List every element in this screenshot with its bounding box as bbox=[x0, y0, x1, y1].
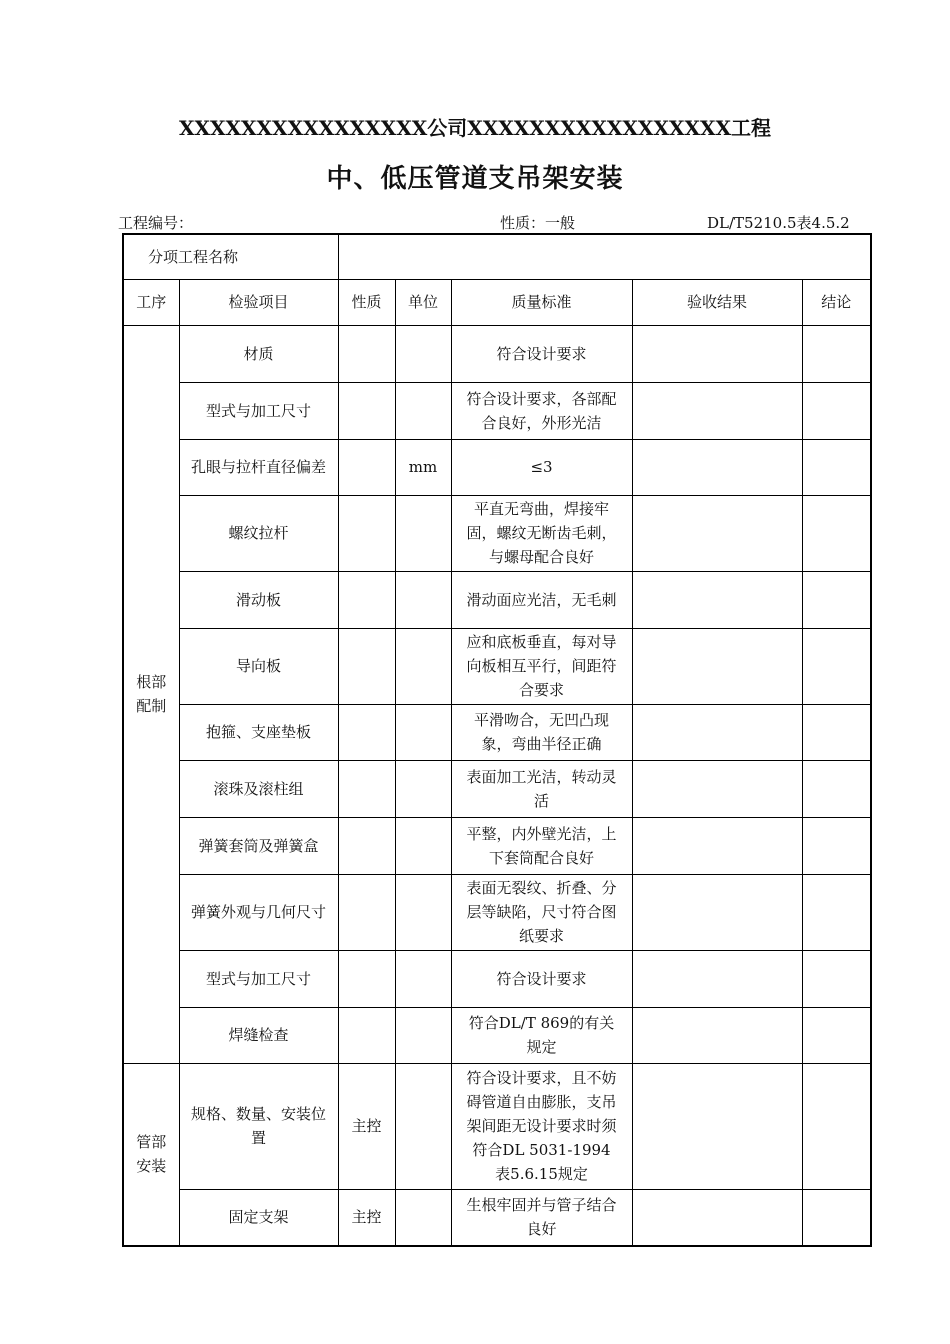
table-row bbox=[123, 382, 871, 439]
standard-cell: 应和底板垂直，每对导向板相互平行，间距符合要求 bbox=[451, 628, 632, 704]
unit-cell bbox=[395, 495, 451, 571]
nature-cell bbox=[338, 704, 395, 760]
result-cell[interactable] bbox=[632, 1007, 802, 1063]
unit-cell bbox=[395, 1189, 451, 1246]
standard-cell: 表面加工光洁，转动灵活 bbox=[451, 760, 632, 817]
item-cell: 固定支架 bbox=[179, 1189, 338, 1246]
conclusion-cell[interactable] bbox=[802, 760, 871, 817]
table-row bbox=[123, 1063, 871, 1189]
item-cell: 材质 bbox=[179, 325, 338, 382]
result-cell[interactable] bbox=[632, 1063, 802, 1189]
conclusion-cell[interactable] bbox=[802, 571, 871, 628]
table-row bbox=[123, 1189, 871, 1246]
table-row bbox=[123, 704, 871, 760]
item-cell: 弹簧外观与几何尺寸 bbox=[179, 874, 338, 950]
standard-reference: DL/T5210.5表4.5.2 bbox=[707, 214, 850, 232]
unit-cell bbox=[395, 1007, 451, 1063]
nature-cell bbox=[338, 874, 395, 950]
inspection-table bbox=[122, 233, 872, 1247]
item-cell: 导向板 bbox=[179, 628, 338, 704]
result-cell[interactable] bbox=[632, 439, 802, 495]
conclusion-cell[interactable] bbox=[802, 495, 871, 571]
standard-cell: 滑动面应光洁，无毛刺 bbox=[451, 571, 632, 628]
document-title: 中、低压管道支吊架安装 bbox=[326, 164, 624, 194]
nature-cell bbox=[338, 439, 395, 495]
standard-cell: 平直无弯曲，焊接牢固，螺纹无断齿毛刺，与螺母配合良好 bbox=[451, 495, 632, 571]
table-row bbox=[123, 325, 871, 382]
process-cell: 管部安装 bbox=[123, 1063, 179, 1246]
col-header-unit: 单位 bbox=[395, 279, 451, 325]
nature-cell bbox=[338, 628, 395, 704]
standard-cell: 符合DL/T 869的有关规定 bbox=[451, 1007, 632, 1063]
nature-cell bbox=[338, 325, 395, 382]
standard-cell: 平整，内外壁光洁，上下套筒配合良好 bbox=[451, 817, 632, 874]
table-row bbox=[123, 874, 871, 950]
unit-cell bbox=[395, 760, 451, 817]
table-row bbox=[123, 571, 871, 628]
unit-cell bbox=[395, 1063, 451, 1189]
conclusion-cell[interactable] bbox=[802, 874, 871, 950]
unit-cell bbox=[395, 325, 451, 382]
table-row bbox=[123, 439, 871, 495]
result-cell[interactable] bbox=[632, 495, 802, 571]
result-cell[interactable] bbox=[632, 817, 802, 874]
table-row bbox=[123, 495, 871, 571]
standard-cell: 符合设计要求，各部配合良好，外形光洁 bbox=[451, 382, 632, 439]
standard-cell: 符合设计要求 bbox=[451, 950, 632, 1007]
item-cell: 型式与加工尺寸 bbox=[179, 950, 338, 1007]
col-header-conclusion: 结论 bbox=[802, 279, 871, 325]
unit-cell bbox=[395, 817, 451, 874]
result-cell[interactable] bbox=[632, 950, 802, 1007]
table-row bbox=[123, 950, 871, 1007]
conclusion-cell[interactable] bbox=[802, 950, 871, 1007]
col-header-item: 检验项目 bbox=[179, 279, 338, 325]
unit-cell bbox=[395, 874, 451, 950]
unit-cell bbox=[395, 704, 451, 760]
result-cell[interactable] bbox=[632, 874, 802, 950]
result-cell[interactable] bbox=[632, 628, 802, 704]
item-cell: 抱箍、支座垫板 bbox=[179, 704, 338, 760]
standard-cell: 生根牢固并与管子结合良好 bbox=[451, 1189, 632, 1246]
item-cell: 焊缝检查 bbox=[179, 1007, 338, 1063]
nature-cell: 主控 bbox=[338, 1189, 395, 1246]
nature-cell: 主控 bbox=[338, 1063, 395, 1189]
result-cell[interactable] bbox=[632, 382, 802, 439]
item-cell: 滚珠及滚柱组 bbox=[179, 760, 338, 817]
col-header-nature: 性质 bbox=[338, 279, 395, 325]
col-header-standard: 质量标准 bbox=[451, 279, 632, 325]
conclusion-cell[interactable] bbox=[802, 382, 871, 439]
result-cell[interactable] bbox=[632, 704, 802, 760]
nature-cell bbox=[338, 495, 395, 571]
item-cell: 螺纹拉杆 bbox=[179, 495, 338, 571]
nature-cell bbox=[338, 571, 395, 628]
conclusion-cell[interactable] bbox=[802, 439, 871, 495]
standard-cell: 符合设计要求 bbox=[451, 325, 632, 382]
col-header-process: 工序 bbox=[123, 279, 179, 325]
table-row bbox=[123, 817, 871, 874]
process-cell: 根部配制 bbox=[123, 325, 179, 1063]
conclusion-cell[interactable] bbox=[802, 628, 871, 704]
item-cell: 规格、数量、安装位置 bbox=[179, 1063, 338, 1189]
unit-cell bbox=[395, 382, 451, 439]
nature-cell bbox=[338, 382, 395, 439]
nature-cell bbox=[338, 1007, 395, 1063]
nature-cell bbox=[338, 760, 395, 817]
item-cell: 滑动板 bbox=[179, 571, 338, 628]
conclusion-cell[interactable] bbox=[802, 1063, 871, 1189]
conclusion-cell[interactable] bbox=[802, 1007, 871, 1063]
nature-label: 性质：一般 bbox=[500, 214, 576, 232]
unit-cell bbox=[395, 950, 451, 1007]
conclusion-cell[interactable] bbox=[802, 817, 871, 874]
col-header-result: 验收结果 bbox=[632, 279, 802, 325]
nature-cell bbox=[338, 950, 395, 1007]
item-cell: 孔眼与拉杆直径偏差 bbox=[179, 439, 338, 495]
subproject-name-value[interactable] bbox=[338, 234, 871, 279]
project-title: XXXXXXXXXXXXXXXX公司XXXXXXXXXXXXXXXXX工程 bbox=[178, 116, 772, 140]
conclusion-cell[interactable] bbox=[802, 704, 871, 760]
project-number-label: 工程编号： bbox=[118, 214, 194, 232]
result-cell[interactable] bbox=[632, 571, 802, 628]
subproject-row bbox=[123, 234, 871, 279]
unit-cell: mm bbox=[395, 439, 451, 495]
conclusion-cell[interactable] bbox=[802, 1189, 871, 1246]
unit-cell bbox=[395, 628, 451, 704]
table-row bbox=[123, 1007, 871, 1063]
result-cell[interactable] bbox=[632, 1189, 802, 1246]
unit-cell bbox=[395, 571, 451, 628]
standard-cell: 平滑吻合，无凹凸现象，弯曲半径正确 bbox=[451, 704, 632, 760]
result-cell[interactable] bbox=[632, 325, 802, 382]
item-cell: 弹簧套筒及弹簧盒 bbox=[179, 817, 338, 874]
table-row bbox=[123, 628, 871, 704]
standard-cell: 符合设计要求，且不妨碍管道自由膨胀，支吊架间距无设计要求时须符合DL 5031-1994 表5.6.15规定 bbox=[451, 1063, 632, 1189]
subproject-name-label: 分项工程名称 bbox=[123, 234, 338, 279]
nature-cell bbox=[338, 817, 395, 874]
standard-cell: 表面无裂纹、折叠、分层等缺陷，尺寸符合图纸要求 bbox=[451, 874, 632, 950]
standard-cell: ≤3 bbox=[451, 439, 632, 495]
result-cell[interactable] bbox=[632, 760, 802, 817]
header-row bbox=[123, 279, 871, 325]
table-row bbox=[123, 760, 871, 817]
item-cell: 型式与加工尺寸 bbox=[179, 382, 338, 439]
conclusion-cell[interactable] bbox=[802, 325, 871, 382]
